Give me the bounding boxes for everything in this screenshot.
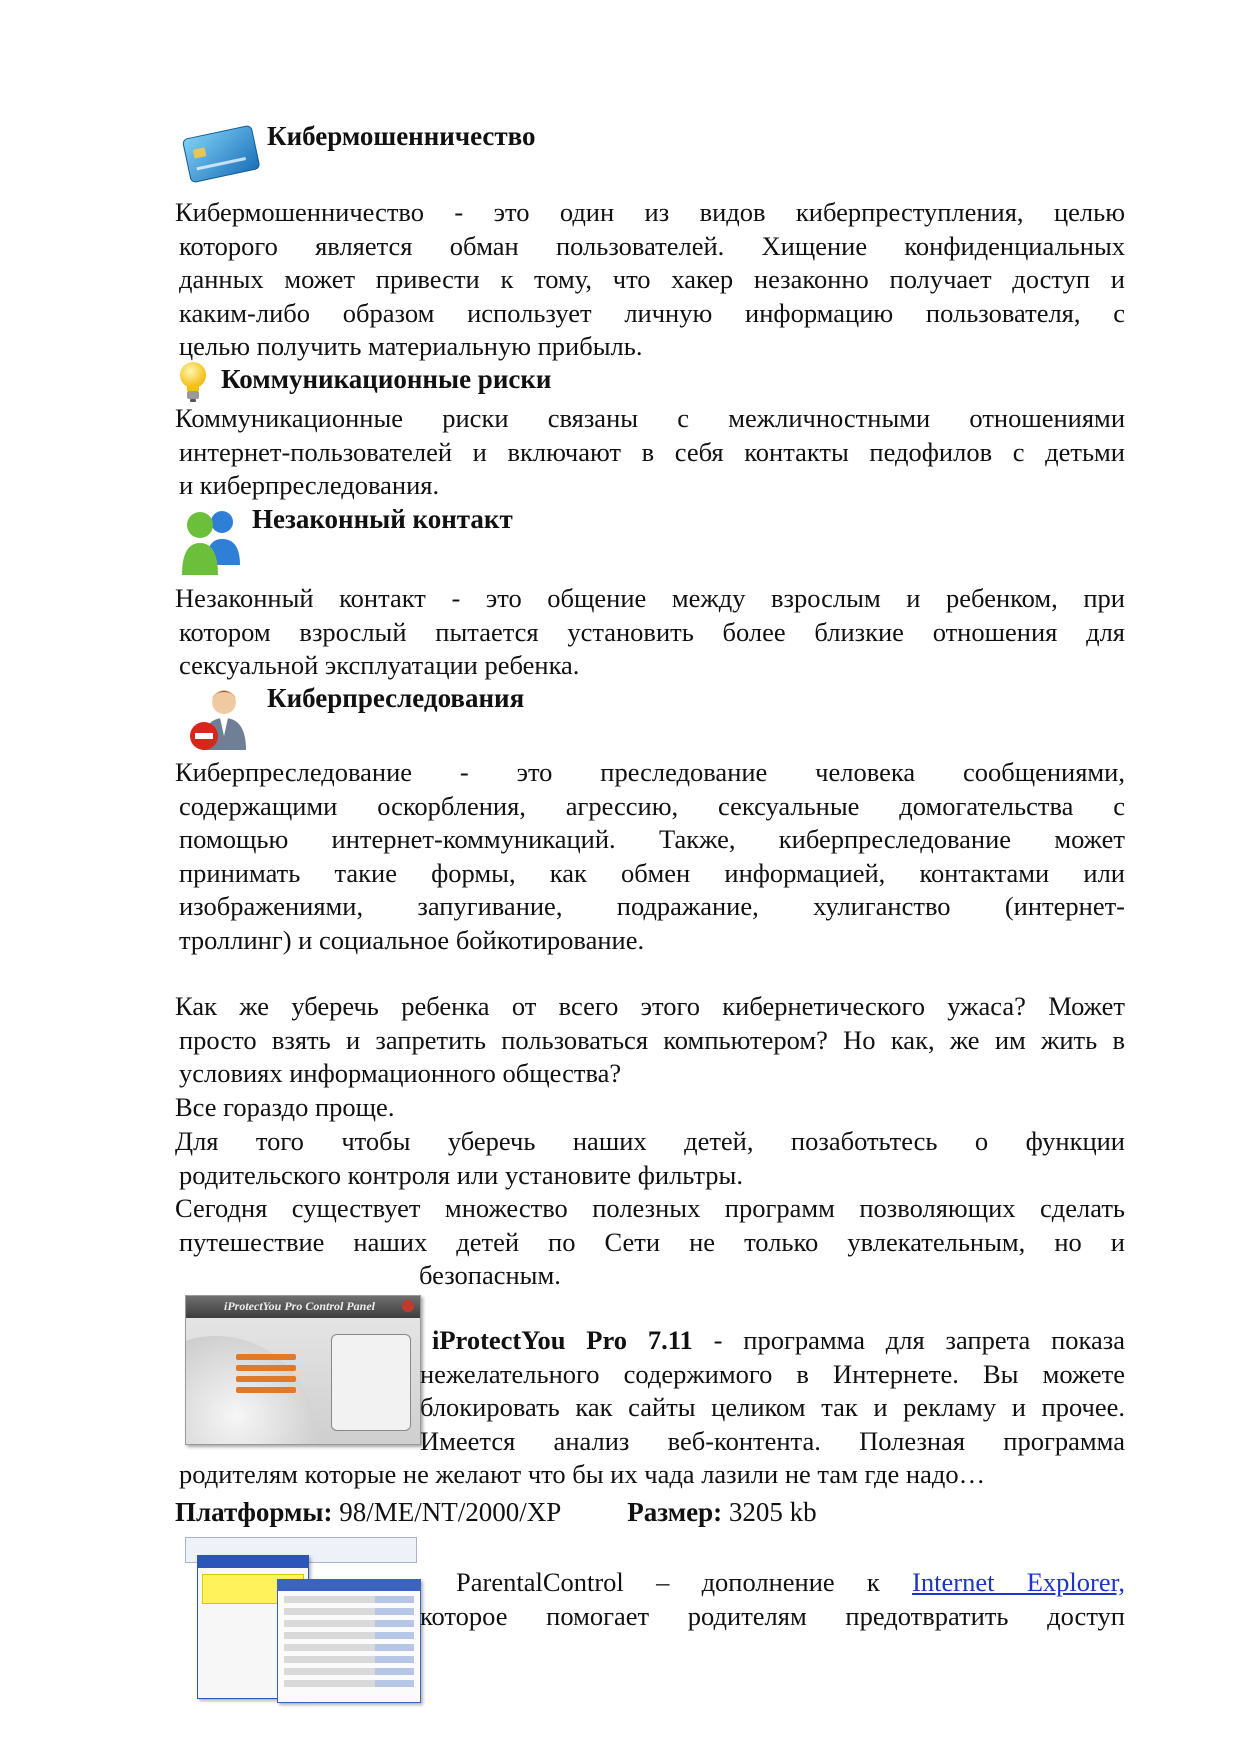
heading-cyberstalking: Киберпреследования bbox=[267, 683, 525, 713]
text-line: котором взрослый пытается установить более близкие отношения для bbox=[179, 616, 1125, 647]
text-line: которое помогает родителям предотвратить доступ bbox=[420, 1600, 1125, 1631]
text-line: Кибермошенничество - это один из видов киберпреступления, целью bbox=[175, 197, 1125, 227]
text-line: Сегодня существует множество полезных программ позволяющих сделать bbox=[175, 1193, 1125, 1223]
paragraph-programs bbox=[175, 1192, 1125, 1293]
paragraph-question bbox=[175, 990, 1125, 1091]
text-line: Имеется анализ веб-контента. Полезная программа bbox=[420, 1425, 1125, 1456]
text-line: и киберпреследования. bbox=[179, 470, 440, 500]
screenshot-titlebar bbox=[186, 1296, 420, 1318]
text-line: принимать такие формы, как обмен информацией, контактами или bbox=[179, 857, 1125, 888]
program-specs bbox=[175, 1497, 817, 1528]
text-line: целью получить материальную прибыль. bbox=[179, 331, 643, 361]
text-line: родителям которые не желают что бы их чада лазили не там где надо… bbox=[179, 1459, 986, 1489]
paragraph-iprotectyou-end bbox=[175, 1458, 1125, 1492]
text-line: просто взять и запретить пользоваться компьютером? Но как, же им жить в bbox=[179, 1024, 1125, 1055]
program-desc-start: - программа для запрета показа bbox=[692, 1325, 1126, 1355]
platforms-value: 98/ME/NT/2000/XP bbox=[332, 1497, 562, 1527]
internet-explorer-link[interactable]: Internet Explorer, bbox=[912, 1567, 1125, 1597]
size-value: 3205 kb bbox=[722, 1497, 817, 1527]
text-line: Незаконный контакт - это общение между взрослым и ребенком, при bbox=[175, 583, 1125, 613]
heading-communication-risks: Коммуникационные риски bbox=[221, 364, 552, 394]
paragraph-iprotectyou bbox=[420, 1324, 1125, 1458]
text-line: нежелательного содержимого в Интернете. Вы можете bbox=[420, 1358, 1125, 1389]
close-icon bbox=[402, 1300, 414, 1312]
text-line: помощью интернет-коммуникаций. Также, киберпреследование может bbox=[179, 824, 1125, 854]
screenshot-title: iProtectYou Pro Control Panel bbox=[224, 1299, 376, 1313]
heading-illegal-contact: Незаконный контакт bbox=[252, 504, 513, 534]
text-line: Как же уберечь ребенка от всего этого кибернетического ужаса? Может bbox=[175, 991, 1125, 1021]
text-line: изображениями, запугивание, подражание, хулиганство (интернет- bbox=[179, 891, 1125, 921]
heading-fraud: Кибермошенничество bbox=[267, 121, 536, 151]
text-line: безопасным. bbox=[419, 1260, 561, 1290]
screenshot-panel bbox=[331, 1334, 411, 1431]
text-line: блокировать как сайты целиком так и рекламу и прочее. bbox=[420, 1392, 1125, 1422]
text-line: содержащими оскорбления, агрессию, сексуальные домогательства с bbox=[179, 790, 1125, 821]
text-line: родительского контроля или установите фильтры. bbox=[179, 1159, 743, 1190]
paragraph-parental bbox=[175, 1125, 1125, 1192]
size-label: Размер: bbox=[627, 1497, 723, 1527]
program-name-parentalcontrol: ParentalControl bbox=[456, 1567, 624, 1597]
text-line: путешествие наших детей по Сети не только увлекательным, но и bbox=[179, 1226, 1125, 1257]
text-line: интернет-пользователей и включают в себя контакты педофилов с детьми bbox=[179, 436, 1125, 467]
text-line bbox=[420, 1324, 1125, 1358]
text-line: Киберпреследование - это преследование человека сообщениями, bbox=[175, 757, 1125, 787]
text-line: условиях информационного общества? bbox=[179, 1058, 622, 1088]
text-line: троллинг) и социальное бойкотирование. bbox=[179, 924, 645, 955]
program-desc-dash: – дополнение к bbox=[623, 1567, 913, 1597]
text-line: Для того чтобы уберечь наших детей, позаботьтесь о функции bbox=[175, 1126, 1125, 1156]
credit-card-icon bbox=[180, 122, 262, 184]
user-blocked-icon bbox=[188, 684, 250, 754]
text-line: данных может привести к тому, что хакер незаконно получает доступ и bbox=[179, 264, 1125, 294]
text-line: которого является обман пользователей. Хищение конфиденциальных bbox=[179, 230, 1125, 261]
text-line bbox=[420, 1566, 1125, 1600]
paragraph-illegal-contact bbox=[175, 582, 1125, 683]
text-line: каким-либо образом использует личную информацию пользователя, с bbox=[179, 297, 1125, 328]
paragraph-communication-risks bbox=[175, 402, 1125, 503]
text-line: Коммуникационные риски связаны с межличностными отношениями bbox=[175, 403, 1125, 433]
users-icon bbox=[180, 505, 242, 577]
screenshot-menu bbox=[236, 1354, 296, 1404]
parentalcontrol-screenshot bbox=[185, 1537, 419, 1702]
paragraph-simple bbox=[175, 1091, 1125, 1125]
paragraph-cyberstalking bbox=[175, 756, 1125, 957]
text-line: Все гораздо проще. bbox=[175, 1092, 395, 1122]
paragraph-fraud bbox=[175, 196, 1125, 364]
settings-window bbox=[277, 1579, 421, 1703]
lightbulb-icon bbox=[178, 360, 208, 404]
iprotectyou-screenshot bbox=[185, 1295, 421, 1445]
text-line: сексуальной эксплуатации ребенка. bbox=[179, 650, 580, 680]
program-name-iprotectyou: iProtectYou Pro 7.11 bbox=[432, 1325, 693, 1355]
paragraph-parentalcontrol bbox=[420, 1566, 1125, 1633]
platforms-label: Платформы: bbox=[175, 1497, 333, 1527]
